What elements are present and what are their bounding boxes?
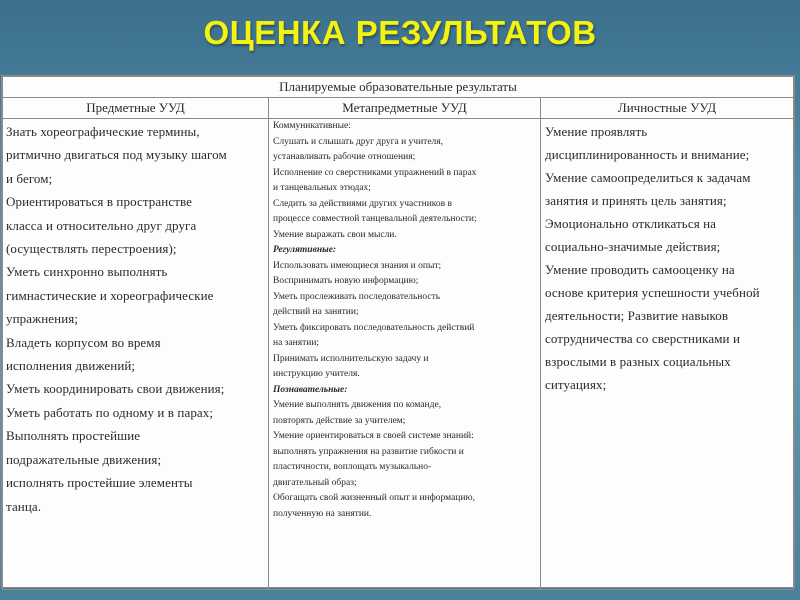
column-header-subject: Предметные УУД <box>3 98 269 119</box>
cell-line: сотрудничества со сверстниками и <box>545 331 741 346</box>
table-row <box>3 119 794 590</box>
cell-line: Умение выражать свои мысли. <box>273 229 397 240</box>
cell-line: Регулятивные: <box>273 245 337 255</box>
cell-line: на занятии; <box>273 338 320 348</box>
cell-line: основе критерия успешности учебной <box>545 285 760 300</box>
cell-line: Уметь координировать свои движения; <box>6 381 225 397</box>
cell-line: устанавливать рабочие отношения; <box>273 152 416 162</box>
cell-line: Уметь синхронно выполнять <box>6 264 168 280</box>
cell-line: (осуществлять перестроения); <box>6 241 177 257</box>
cell-line: упражнения; <box>6 311 79 327</box>
column-header-personal: Личностные УУД <box>541 98 794 119</box>
cell-line: двигательный образ; <box>273 477 357 488</box>
column-header-meta: Метапредметные УУД <box>269 98 541 119</box>
cell-line: повторять действие за учителем; <box>273 415 406 426</box>
cell-line: подражательные движения; <box>6 451 162 467</box>
cell-line: Исполнение со сверстниками упражнений в парах <box>273 167 477 178</box>
slide-title: ОЦЕНКА РЕЗУЛЬТАТОВ <box>203 14 597 51</box>
cell-line: гимнастические и хореографические <box>6 287 214 303</box>
cell-line: танца. <box>6 498 42 514</box>
cell-line: Умение самоопределиться к задачам <box>545 170 751 185</box>
cell-line: Умение проявлять <box>545 124 648 139</box>
cell-line: инструкцию учителя. <box>273 369 360 379</box>
cell-line: Умение выполнять движения по команде, <box>273 400 442 410</box>
cell-line: Владеть корпусом во время <box>6 334 161 350</box>
cell-line: Познавательные: <box>273 384 348 395</box>
cell-line: Знать хореографические термины, <box>6 124 200 139</box>
personal-results-cell <box>541 119 794 590</box>
cell-line: Уметь работать по одному и в парах; <box>6 404 214 420</box>
cell-line: Обогащать свой жизненный опыт и информацию, <box>273 493 475 503</box>
cell-line: пластичности, воплощать музыкально- <box>273 462 432 472</box>
cell-line: Принимать исполнительскую задачу и <box>273 353 429 364</box>
cell-line: и танцевальных этюдах; <box>273 183 371 193</box>
cell-line: занятия и принять цель занятия; <box>545 193 727 208</box>
cell-line: Следить за действиями других участников в <box>273 198 453 209</box>
cell-line: Коммуникативные: <box>273 121 351 131</box>
cell-line: полученную на занятии. <box>273 508 372 519</box>
cell-line: взрослыми в разных социальных <box>545 354 731 369</box>
cell-line: исполнения движений; <box>6 358 136 374</box>
cell-line: Выполнять простейшие <box>6 428 141 444</box>
cell-line: Уметь прослеживать последовательность <box>273 291 441 302</box>
cell-line: и бегом; <box>6 170 53 186</box>
cell-line: ритмично двигаться под музыку шагом <box>6 147 227 163</box>
cell-line: исполнять простейшие элементы <box>6 475 193 491</box>
cell-line: Умение ориентироваться в своей системе знаний: <box>273 431 474 441</box>
cell-line: ситуациях; <box>545 377 607 392</box>
results-table <box>2 76 794 590</box>
cell-line: Воспринимать новую информацию; <box>273 276 419 286</box>
cell-line: выполнять упражнения на развитие гибкости и <box>273 446 464 457</box>
results-table-container <box>1 75 795 588</box>
subject-results-cell <box>3 119 269 590</box>
cell-line: Уметь фиксировать последовательность действий <box>273 322 475 333</box>
cell-line: деятельности; Развитие навыков <box>545 308 729 323</box>
table-main-header: Планируемые образовательные результаты <box>3 77 794 98</box>
cell-line: Умение проводить самооценку на <box>545 262 735 277</box>
cell-line: Эмоционально откликаться на <box>545 216 717 231</box>
cell-line: действий на занятии; <box>273 307 359 317</box>
cell-line: Слушать и слышать друг друга и учителя, <box>273 136 444 147</box>
cell-line: процессе совместной танцевальной деятельности; <box>273 214 477 224</box>
cell-line: Ориентироваться в пространстве <box>6 194 193 210</box>
meta-results-cell <box>269 119 541 590</box>
cell-line: социально-значимые действия; <box>545 239 721 254</box>
cell-line: Использовать имеющиеся знания и опыт; <box>273 260 442 271</box>
cell-line: дисциплинированность и внимание; <box>545 147 750 162</box>
cell-line: класса и относительно друг друга <box>6 217 197 233</box>
